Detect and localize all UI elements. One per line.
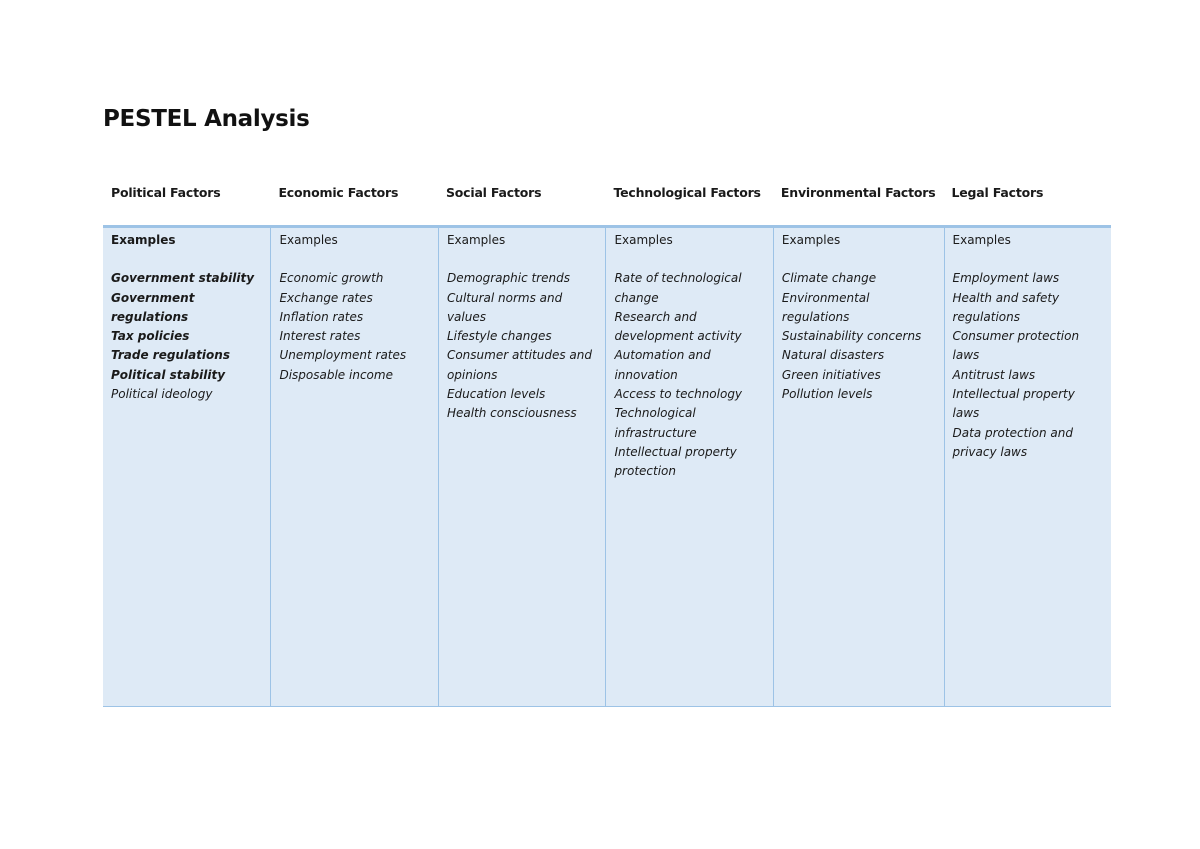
pestel-table <box>103 176 1111 707</box>
cell-subheading: Examples <box>279 233 338 247</box>
list-item: Consumer protection laws <box>952 329 1080 363</box>
list-item: Inflation rates <box>279 309 364 324</box>
economic-cell[interactable] <box>270 228 437 707</box>
list-item: Economic growth <box>279 271 384 286</box>
list-item: Cultural norms and values <box>446 290 563 324</box>
list-item: Lifestyle changes <box>446 329 552 344</box>
list-item: Consumer attitudes and opinions <box>446 348 593 382</box>
list-item: Exchange rates <box>279 290 373 305</box>
list-item: Access to technology <box>614 387 743 402</box>
list-item: Government stability <box>111 271 255 286</box>
list-item: Antitrust laws <box>952 367 1036 382</box>
list-item: Unemployment rates <box>279 348 407 363</box>
list-item: Disposable income <box>279 367 393 382</box>
technological-cell[interactable] <box>605 228 772 707</box>
list-item: Political stability <box>111 367 226 382</box>
list-item: Sustainability concerns <box>781 329 922 344</box>
column-header-economic: Economic Factors <box>270 176 437 228</box>
list-item: Intellectual property laws <box>952 387 1075 421</box>
example-list <box>279 269 429 385</box>
list-item: Climate change <box>781 271 877 286</box>
list-item: Natural disasters <box>781 348 885 363</box>
list-item: Pollution levels <box>781 387 873 402</box>
list-item: Employment laws <box>952 271 1060 286</box>
column-header-technological: Technological Factors <box>605 176 772 228</box>
legal-cell[interactable] <box>944 228 1111 707</box>
list-item: Government regulations <box>111 290 195 324</box>
list-item: Automation and innovation <box>614 348 711 382</box>
example-list <box>614 269 764 481</box>
cell-subheading: Examples <box>614 233 673 247</box>
list-item: Demographic trends <box>446 271 570 286</box>
example-list <box>447 269 597 423</box>
cell-subheading: Examples <box>446 233 506 247</box>
example-list <box>782 269 936 404</box>
list-item: Research and development activity <box>614 309 742 344</box>
list-item: Technological infrastructure <box>614 406 697 440</box>
list-item: Political ideology <box>111 387 213 402</box>
social-cell[interactable] <box>438 228 605 707</box>
list-item: Health and safety regulations <box>952 290 1060 324</box>
cell-subheading: Examples <box>781 233 841 247</box>
list-item: Green initiatives <box>781 367 881 382</box>
list-item: Trade regulations <box>111 348 230 363</box>
list-item: Education levels <box>446 387 546 402</box>
environmental-cell[interactable] <box>773 228 944 707</box>
political-cell[interactable] <box>103 228 270 707</box>
list-item: Tax policies <box>111 329 190 344</box>
cell-subheading: Examples <box>952 233 1011 247</box>
list-item: Environmental regulations <box>781 290 870 324</box>
cell-subheading: Examples <box>111 233 176 247</box>
list-item: Health consciousness <box>446 406 577 421</box>
column-header-political: Political Factors <box>103 176 270 228</box>
column-header-legal: Legal Factors <box>944 176 1111 228</box>
page-title: PESTEL Analysis <box>103 106 310 132</box>
list-item: Rate of technological change <box>614 271 742 305</box>
list-item: Interest rates <box>279 329 361 344</box>
example-list <box>111 269 262 404</box>
column-header-environmental: Environmental Factors <box>773 176 944 228</box>
example-list <box>953 269 1103 462</box>
list-item: Data protection and privacy laws <box>952 425 1073 459</box>
column-header-social: Social Factors <box>438 176 605 228</box>
list-item: Intellectual property protection <box>614 444 737 479</box>
